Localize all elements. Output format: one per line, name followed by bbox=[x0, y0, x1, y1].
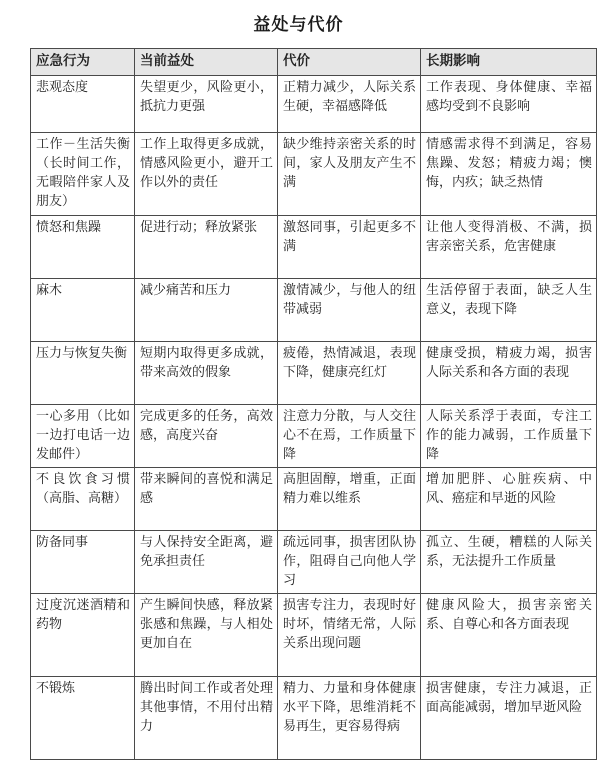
table-row bbox=[31, 279, 597, 342]
cell-impact: 健康受损，精疲力竭，损害人际关系和各方面的表现 bbox=[421, 342, 597, 405]
cell-impact: 让他人变得消极、不满，损害亲密关系，危害健康 bbox=[421, 216, 597, 279]
cell-benefit: 产生瞬间快感，释放紧张感和焦躁，与人相处更加自在 bbox=[135, 594, 278, 677]
cell-cost: 缺少维持亲密关系的时间，家人及朋友产生不满 bbox=[278, 133, 421, 216]
cell-cost: 正精力减少，人际关系生硬，幸福感降低 bbox=[278, 76, 421, 133]
cell-impact: 情感需求得不到满足，容易焦躁、发怒；精疲力竭；懊悔，内疚；缺乏热情 bbox=[421, 133, 597, 216]
cell-cost: 精力、力量和身体健康水平下降，思维消耗不易再生，更容易得病 bbox=[278, 677, 421, 760]
cell-benefit: 带来瞬间的喜悦和满足感 bbox=[135, 468, 278, 531]
cell-behavior: 过度沉迷酒精和药物 bbox=[31, 594, 135, 677]
cell-cost: 高胆固醇，增重，正面精力难以维系 bbox=[278, 468, 421, 531]
cell-cost: 激怒同事，引起更多不满 bbox=[278, 216, 421, 279]
cell-impact: 增加肥胖、心脏疾病、中风、癌症和早逝的风险 bbox=[421, 468, 597, 531]
header-impact: 长期影响 bbox=[421, 49, 597, 76]
cell-behavior: 一心多用（比如一边打电话一边发邮件） bbox=[31, 405, 135, 468]
cell-benefit: 工作上取得更多成就，情感风险更小，避开工作以外的责任 bbox=[135, 133, 278, 216]
header-benefit: 当前益处 bbox=[135, 49, 278, 76]
cell-benefit: 促进行动；释放紧张 bbox=[135, 216, 278, 279]
cell-behavior: 压力与恢复失衡 bbox=[31, 342, 135, 405]
table-row bbox=[31, 133, 597, 216]
benefit-cost-table bbox=[30, 48, 597, 760]
cell-impact: 人际关系浮于表面，专注工作的能力减弱，工作质量下降 bbox=[421, 405, 597, 468]
table-row bbox=[31, 405, 597, 468]
page-title: 益处与代价 bbox=[253, 15, 344, 35]
cell-behavior: 防备同事 bbox=[31, 531, 135, 594]
table-row bbox=[31, 76, 597, 133]
cell-behavior: 麻木 bbox=[31, 279, 135, 342]
cell-benefit: 减少痛苦和压力 bbox=[135, 279, 278, 342]
cell-cost: 疏远同事，损害团队协作，阻碍自己向他人学习 bbox=[278, 531, 421, 594]
cell-behavior: 不锻炼 bbox=[31, 677, 135, 760]
cell-behavior: 不良饮食习惯（高脂、高糖） bbox=[31, 468, 135, 531]
cell-cost: 注意力分散，与人交往心不在焉，工作质量下降 bbox=[278, 405, 421, 468]
cell-impact: 工作表现、身体健康、幸福感均受到不良影响 bbox=[421, 76, 597, 133]
cell-impact: 孤立、生硬，糟糕的人际关系，无法提升工作质量 bbox=[421, 531, 597, 594]
table-row bbox=[31, 468, 597, 531]
cell-impact: 健康风险大，损害亲密关系、自尊心和各方面表现 bbox=[421, 594, 597, 677]
table-row bbox=[31, 531, 597, 594]
cell-cost: 疲倦，热情减退，表现下降，健康亮红灯 bbox=[278, 342, 421, 405]
cell-behavior: 工作－生活失衡（长时间工作，无暇陪伴家人及朋友） bbox=[31, 133, 135, 216]
table-row bbox=[31, 594, 597, 677]
table-row bbox=[31, 677, 597, 760]
header-behavior: 应急行为 bbox=[31, 49, 135, 76]
cell-cost: 激情减少，与他人的纽带减弱 bbox=[278, 279, 421, 342]
cell-cost: 损害专注力，表现时好时坏，情绪无常，人际关系出现问题 bbox=[278, 594, 421, 677]
cell-behavior: 悲观态度 bbox=[31, 76, 135, 133]
cell-benefit: 失望更少，风险更小，抵抗力更强 bbox=[135, 76, 278, 133]
table-header-row bbox=[31, 49, 597, 76]
table-row bbox=[31, 342, 597, 405]
cell-benefit: 腾出时间工作或者处理其他事情，不用付出精力 bbox=[135, 677, 278, 760]
table-row bbox=[31, 216, 597, 279]
cell-behavior: 愤怒和焦躁 bbox=[31, 216, 135, 279]
cell-benefit: 与人保持安全距离，避免承担责任 bbox=[135, 531, 278, 594]
header-cost: 代价 bbox=[278, 49, 421, 76]
cell-impact: 生活停留于表面，缺乏人生意义，表现下降 bbox=[421, 279, 597, 342]
cell-benefit: 短期内取得更多成就，带来高效的假象 bbox=[135, 342, 278, 405]
cell-benefit: 完成更多的任务，高效感，高度兴奋 bbox=[135, 405, 278, 468]
cell-impact: 损害健康，专注力减退，正面高能减弱，增加早逝风险 bbox=[421, 677, 597, 760]
